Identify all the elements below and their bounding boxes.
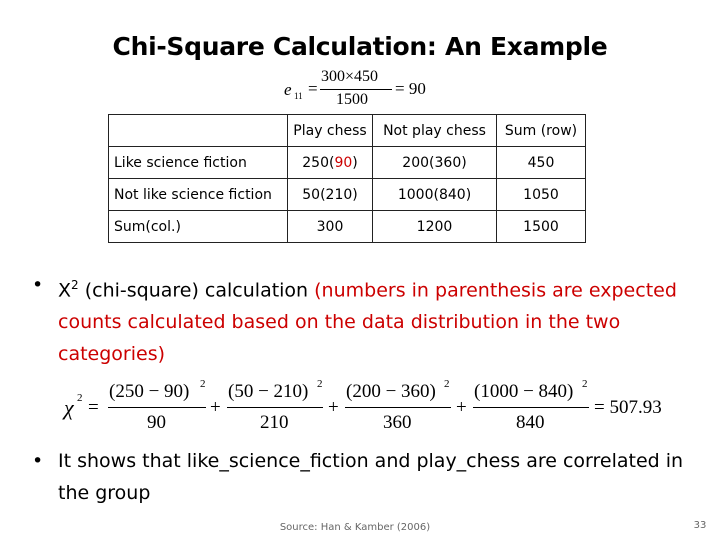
slide-number: 33 [693,520,707,531]
chi-formula-result: = 507.93 [594,397,662,418]
chi-term-denominator: 210 [260,412,289,433]
plus-sign: + [456,397,467,418]
table-cell: 50(210) [288,179,373,211]
expected-count: 360 [434,154,462,171]
chi-symbol: Χ [58,279,72,302]
contingency-table [108,114,586,243]
observed-count: 50 [302,186,321,203]
table-row [109,179,586,211]
table-cell: 450 [497,147,586,179]
formula-numerator: 300×450 [321,68,379,85]
chi-term-numerator: (250 − 90) [109,381,190,402]
table-cell: 300 [288,211,373,243]
table-cell: 1200 [373,211,497,243]
observed-count: 200 [402,154,430,171]
row-label: Like science fiction [109,147,288,179]
table-cell: 200(360) [373,147,497,179]
chi-term-denominator: 90 [147,412,166,433]
chi-term-denominator: 360 [383,412,412,433]
table-header-row [109,115,586,147]
chi-formula-lhs: χ [64,395,74,420]
bullet-text [58,269,698,370]
chi-term-exponent: 2 [200,378,206,390]
chi-formula-sup: 2 [77,392,83,404]
observed-count: 1000 [397,186,434,203]
bullet-correlation-conclusion [32,445,700,511]
row-label: Not like science fiction [109,179,288,211]
chi-term-fraction-bar [345,407,451,408]
table-header-cell: Play chess [288,115,373,147]
bullet-chi-square-calculation [32,269,700,369]
formula-denominator: 1500 [336,91,368,108]
chi-term-fraction-bar [473,407,589,408]
table-cell: 1000(840) [373,179,497,211]
plus-sign: + [210,397,221,418]
bullet-icon: • [32,450,44,472]
chi-term-numerator: (200 − 360) [346,381,436,402]
formula-result: = 90 [395,79,426,98]
chi-formula-equals: = [88,397,99,418]
expected-count: 210 [325,186,353,203]
chi-term-exponent: 2 [444,378,450,390]
table-header-cell: Sum (row) [497,115,586,147]
bullet-text: It shows that like_science_fiction and play_chess are correlated in the group [58,450,684,504]
formula-lhs: e [284,80,292,99]
table-cell: 1050 [497,179,586,211]
table-header-cell: Not play chess [373,115,497,147]
slide-title: Chi-Square Calculation: An Example [112,32,608,61]
chi-square-formula [64,378,684,440]
expected-count: 90 [334,154,353,171]
formula-lhs-subscript: 11 [294,91,303,101]
table-cell: 1500 [497,211,586,243]
formula-fraction-bar [320,89,392,90]
table-cell: 250(90) [288,147,373,179]
table-row [109,211,586,243]
chi-term-exponent: 2 [582,378,588,390]
chi-term-fraction-bar [108,407,206,408]
chi-term-exponent: 2 [317,378,323,390]
row-label: Sum(col.) [109,211,288,243]
chi-term-denominator: 840 [516,412,545,433]
observed-count: 250 [302,154,329,171]
plus-sign: + [328,397,339,418]
table-header-cell [109,115,288,147]
chi-term-numerator: (50 − 210) [228,381,309,402]
source-citation: Source: Han & Kamber (2006) [279,522,431,533]
chi-term-fraction-bar [227,407,323,408]
table-row [109,147,586,179]
expected-count-formula [278,68,438,110]
formula-equals: = [308,79,318,98]
bullet-text-main: (chi-square) calculation [78,279,315,302]
chi-term-numerator: (1000 − 840) [474,381,574,402]
chi-superscript: 2 [71,278,79,292]
expected-count: 840 [438,186,466,203]
bullet-icon: • [32,274,44,296]
bullet-text-note: (numbers in parenthesis are expected counts calculated based on the data distribution in the two categories) [58,279,677,366]
